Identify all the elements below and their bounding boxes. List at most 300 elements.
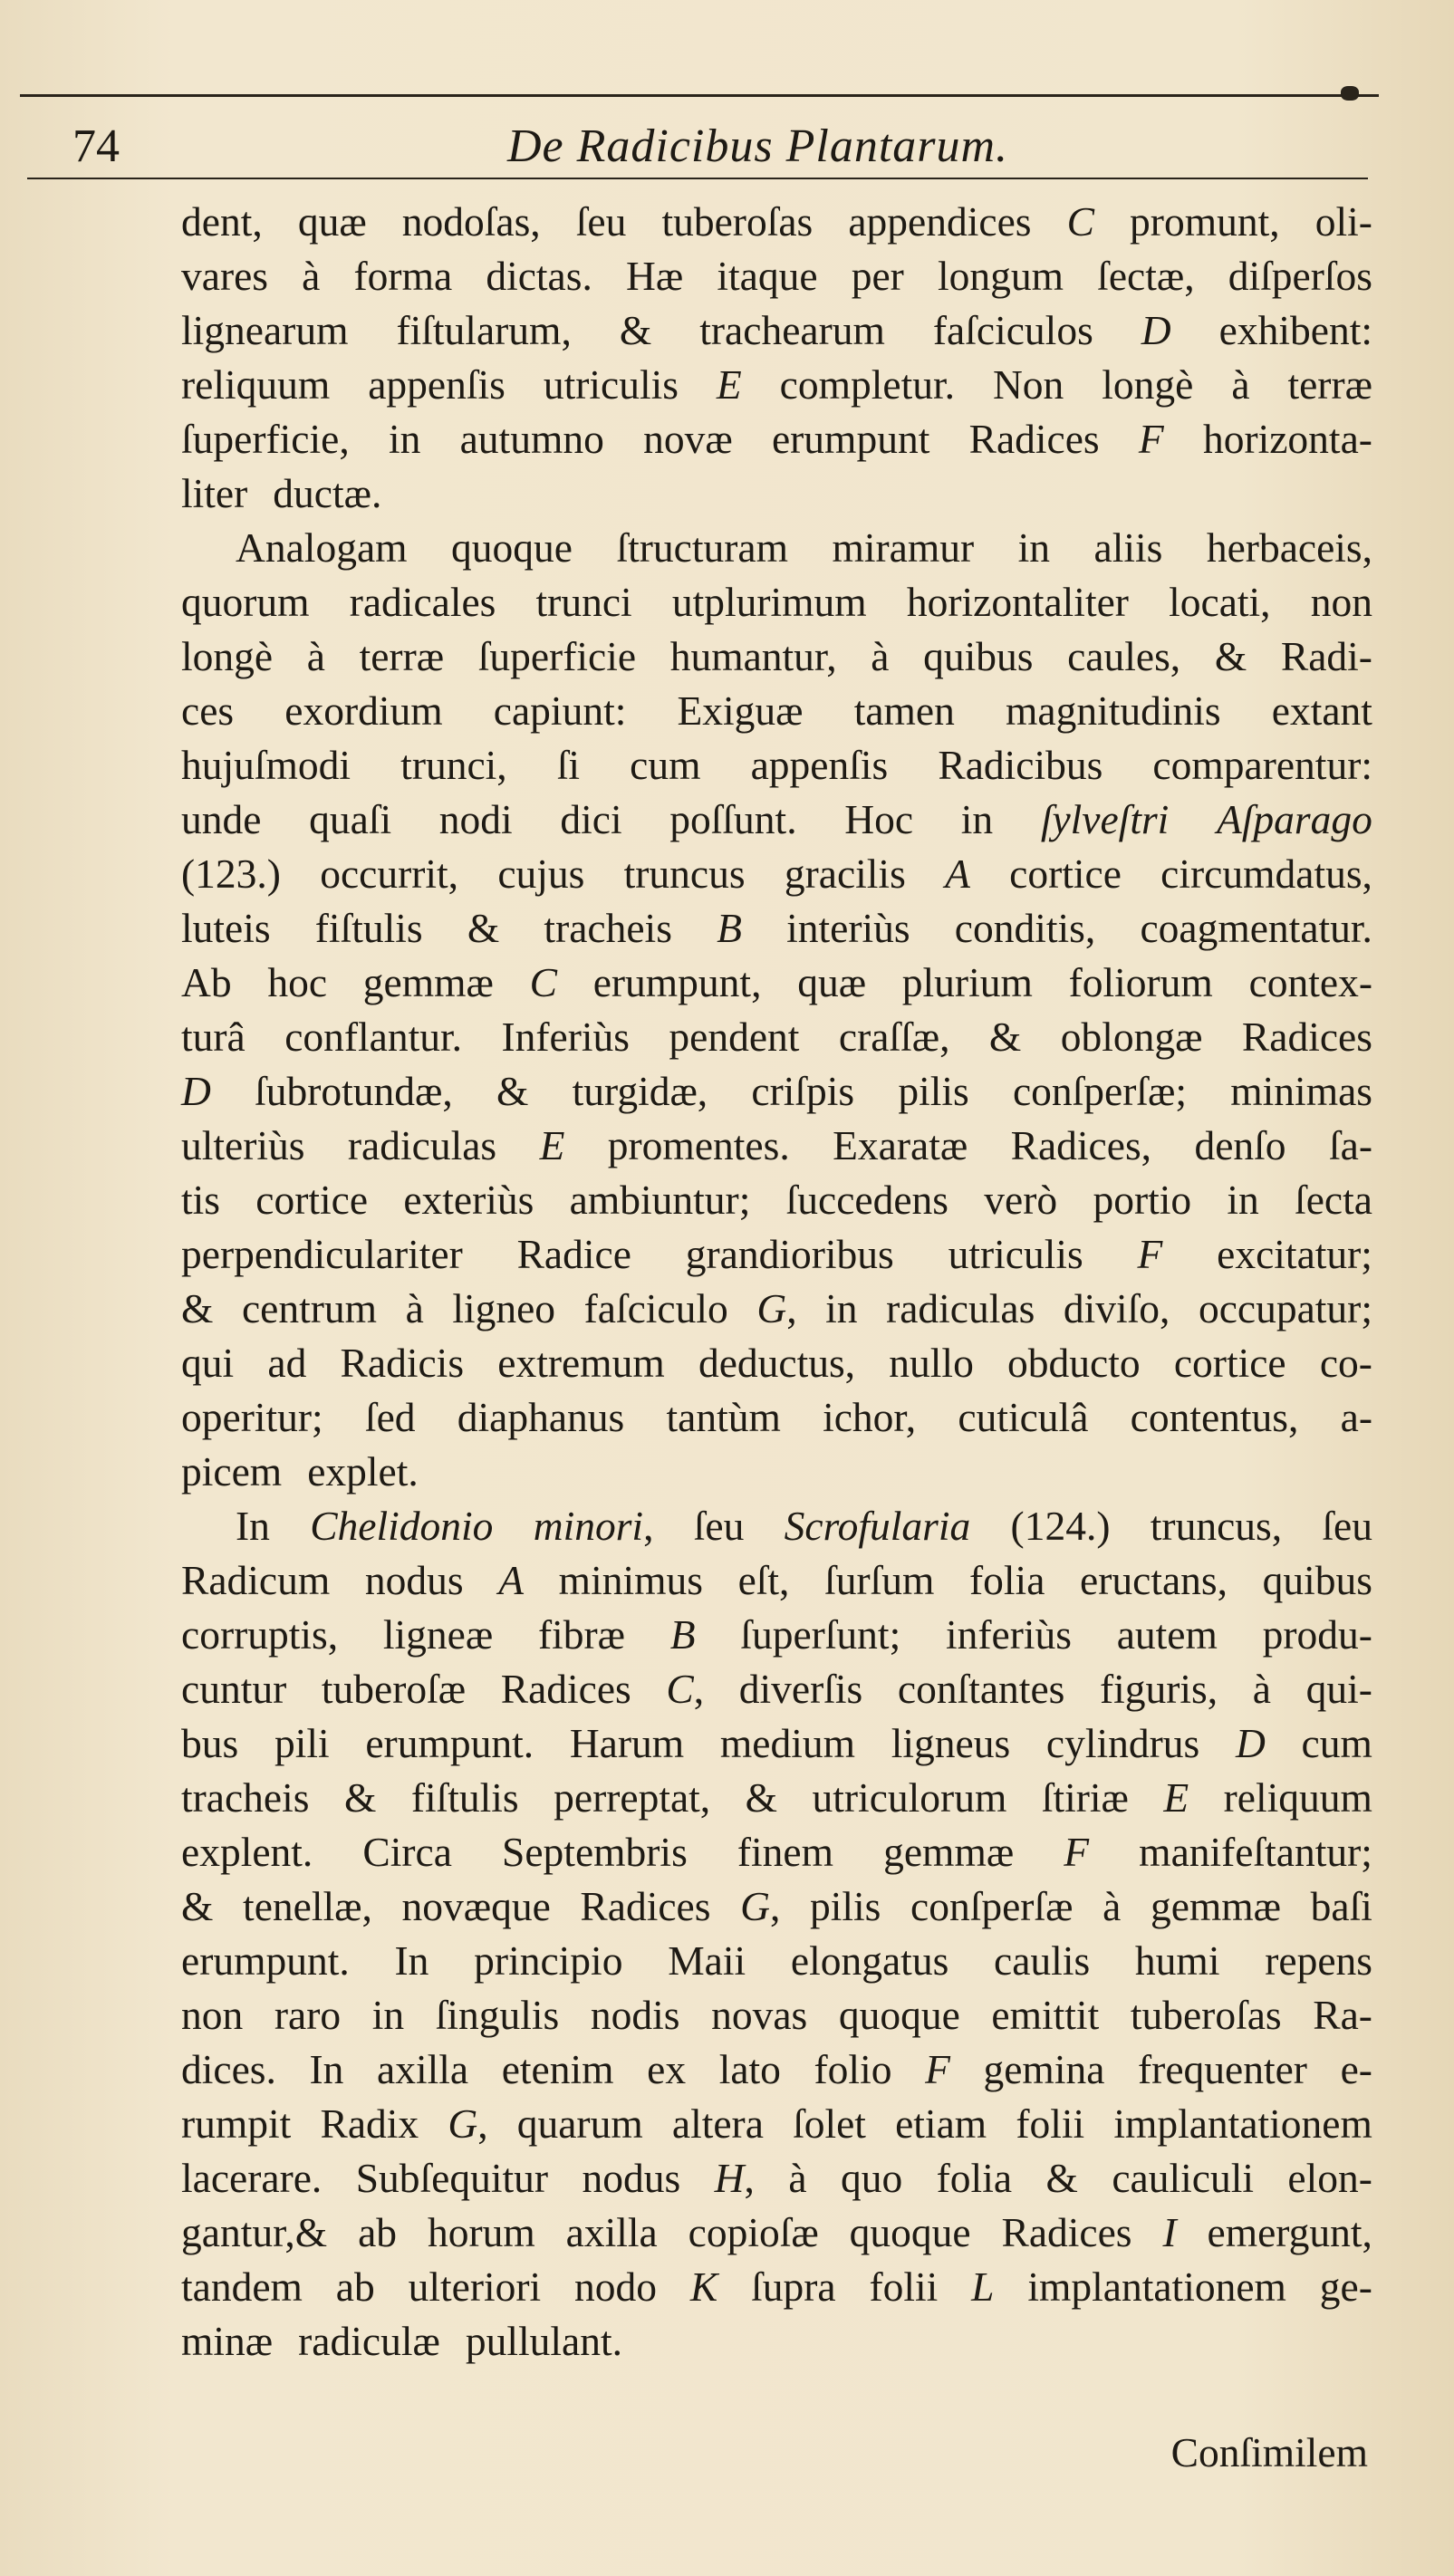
text-line [181, 1390, 1372, 1445]
word: exhibent: [1218, 307, 1372, 353]
text-line [181, 1879, 1372, 1934]
word: & [745, 1774, 778, 1821]
text-line [181, 1173, 1372, 1227]
text-line [181, 1988, 1372, 2043]
catchword: Conſimilem [1170, 2429, 1368, 2475]
word: inferiùs [945, 1611, 1072, 1658]
word: truncus, [1150, 1503, 1283, 1549]
word: hujuſmodi [181, 742, 351, 788]
word: quæ [797, 959, 867, 1005]
word: elongatus [790, 1937, 949, 1984]
word: contentus, [1130, 1394, 1299, 1440]
word: D [181, 1068, 211, 1114]
word: tuberoſas [661, 198, 814, 245]
word: nodoſas, [401, 198, 541, 245]
word: perreptat, [554, 1774, 711, 1821]
text-line [181, 1825, 1372, 1879]
word: cauliculi [1112, 2155, 1254, 2201]
word: & [1045, 2155, 1078, 2201]
text-line [181, 412, 1372, 466]
body-text [181, 195, 1372, 2369]
text-line [181, 466, 1372, 521]
word: co- [1319, 1340, 1372, 1386]
word: ſupra [751, 2264, 836, 2310]
word: excitatur; [1217, 1231, 1372, 1277]
word: ſi [556, 742, 581, 788]
word: forma [353, 253, 453, 299]
word: C, [666, 1666, 705, 1712]
word: ſubrotundæ, [255, 1068, 453, 1114]
word: dices. [181, 2046, 276, 2092]
word: ductæ. [273, 470, 382, 516]
word: implantationem [1113, 2100, 1372, 2147]
word: luteis [181, 905, 271, 951]
word: non [181, 1992, 244, 2038]
word: erumpunt. [181, 1937, 350, 1984]
word: in [960, 796, 994, 842]
word: à [405, 1285, 424, 1331]
word: in [1227, 1177, 1259, 1223]
word: In [394, 1937, 429, 1984]
word: B [669, 1611, 696, 1658]
word: principio [474, 1937, 623, 1984]
word: coagmentatur. [1140, 905, 1372, 951]
word: circumdatus, [1160, 851, 1372, 897]
word: humantur, [669, 633, 837, 679]
word: axilla [565, 2209, 658, 2255]
word: erumpunt [771, 416, 930, 462]
word: ge- [1319, 2264, 1372, 2310]
word: figuris, [1099, 1666, 1218, 1712]
word: e- [1340, 2046, 1372, 2092]
word: in [1017, 524, 1051, 571]
word: repens [1265, 1937, 1372, 1984]
word: diſperſos [1228, 253, 1372, 299]
word: dent, [181, 198, 263, 245]
word: tuberoſas [1130, 1992, 1282, 2038]
word: cum [630, 742, 701, 788]
word: G, [448, 2100, 488, 2147]
word: herbaceis, [1206, 524, 1372, 571]
text-line [181, 1445, 1372, 1499]
word: E [716, 361, 742, 408]
word: elon- [1287, 2155, 1372, 2201]
word: explent. [181, 1829, 313, 1875]
text-line [181, 1282, 1372, 1336]
word: hoc [267, 959, 328, 1005]
word: medium [719, 1720, 856, 1766]
word: pili [274, 1720, 330, 1766]
word: ab [358, 2209, 398, 2255]
word: K [689, 2264, 718, 2310]
word: fiſtulis [314, 905, 423, 951]
word: conſperſæ [910, 1883, 1074, 1929]
word: minimus [558, 1557, 703, 1603]
word: & [1214, 633, 1247, 679]
word: & [343, 1774, 377, 1821]
word: exordium [284, 687, 443, 734]
word: trunci [535, 579, 632, 625]
word: D [1235, 1720, 1266, 1766]
word: unde [181, 796, 262, 842]
word: quoque [838, 1992, 960, 2038]
word: ichor, [823, 1394, 917, 1440]
text-line [181, 2043, 1372, 2097]
word: centrum [241, 1285, 378, 1331]
word: faſciculos [932, 307, 1093, 353]
word: trachearum [699, 307, 885, 353]
word: lato [718, 2046, 781, 2092]
word: diviſo, [1063, 1285, 1170, 1331]
text-line [181, 738, 1372, 793]
word: quarum [516, 2100, 643, 2147]
word: quæ [297, 198, 367, 245]
text-line [181, 1608, 1372, 1662]
word: foliorum [1068, 959, 1213, 1005]
word: folia [936, 2155, 1013, 2201]
text-line [181, 575, 1372, 630]
word: non [1310, 579, 1372, 625]
word: conflantur. [284, 1014, 463, 1060]
text-line [181, 2097, 1372, 2151]
word: capiunt: [493, 687, 627, 734]
word: in [371, 1992, 405, 2038]
word: produ- [1262, 1611, 1372, 1658]
word: qui- [1305, 1666, 1372, 1712]
word: craſſæ, [838, 1014, 950, 1060]
word: Maii [668, 1937, 746, 1984]
word: ſtiriæ [1041, 1774, 1129, 1821]
word: & [467, 905, 500, 951]
word: Exaratæ [833, 1122, 968, 1168]
word: perpendiculariter [181, 1231, 463, 1277]
word: humi [1134, 1937, 1220, 1984]
word: A [498, 1557, 525, 1603]
text-line [181, 1553, 1372, 1608]
word: ulteriori [408, 2264, 542, 2310]
word: Radicibus [938, 742, 1103, 788]
word: aliis [1093, 524, 1163, 571]
text-line [181, 1064, 1372, 1119]
word: explet. [307, 1448, 419, 1495]
word: erumpunt, [592, 959, 762, 1005]
word: quibus [1262, 1557, 1372, 1603]
word: longè [181, 633, 274, 679]
word: a- [1340, 1394, 1372, 1440]
word: I [1162, 2209, 1177, 2255]
word: verò [984, 1177, 1058, 1223]
word: L [971, 2264, 995, 2310]
text-line [181, 521, 1372, 575]
word: cortice [1173, 1340, 1286, 1386]
word: ſed [364, 1394, 416, 1440]
word: D [1141, 307, 1171, 353]
word: gemmæ [1150, 1883, 1282, 1929]
text-line [181, 2151, 1372, 2206]
word: denſo [1194, 1122, 1286, 1168]
text-line [181, 2260, 1372, 2314]
word: picem [181, 1448, 283, 1495]
word: radiculæ [298, 2318, 440, 2364]
word: ſeu [1322, 1503, 1372, 1549]
text-line [181, 956, 1372, 1010]
word: bus [181, 1720, 239, 1766]
word: C [1066, 198, 1094, 245]
word: F [1138, 416, 1164, 462]
word: Radices [500, 1666, 631, 1712]
word: horizontaliter [906, 579, 1129, 625]
word: tuberoſæ [321, 1666, 467, 1712]
word: gemmæ [883, 1829, 1015, 1875]
word: à [1252, 1666, 1271, 1712]
word: F [1064, 1829, 1090, 1875]
text-line [181, 1119, 1372, 1173]
word: ligneo [452, 1285, 556, 1331]
word: occurrit, [320, 851, 459, 897]
word: pilis [898, 1068, 969, 1114]
word: nodo [574, 2264, 658, 2310]
word: ad [267, 1340, 307, 1386]
word: interiùs [786, 905, 910, 951]
word: contex- [1248, 959, 1372, 1005]
word: nodus [582, 2155, 681, 2201]
word: fibræ [537, 1611, 625, 1658]
word: quorum [181, 579, 310, 625]
word: ex [647, 2046, 687, 2092]
word: Septembris [502, 1829, 688, 1875]
word: turâ [181, 1014, 246, 1060]
word: minimas [1230, 1068, 1372, 1114]
word: ſtructuram [616, 524, 788, 571]
word: quoque [849, 2209, 971, 2255]
word: folii [1016, 2100, 1085, 2147]
word: G, [740, 1883, 781, 1929]
word: comparentur: [1152, 742, 1372, 788]
word: promentes. [607, 1122, 790, 1168]
word: Radicum [181, 1557, 331, 1603]
word: Ra- [1313, 1992, 1372, 2038]
word: utriculis [543, 361, 679, 408]
word: Analogam [236, 524, 408, 571]
text-line [181, 1771, 1372, 1825]
running-head [0, 101, 1454, 178]
word: ſingulis [435, 1992, 560, 2038]
word: A [945, 851, 970, 897]
word: pendent [669, 1014, 800, 1060]
word: horizonta- [1202, 416, 1372, 462]
word: & [988, 1014, 1022, 1060]
word: faſciculo [583, 1285, 728, 1331]
word: cuntur [181, 1666, 287, 1712]
word: truncus [623, 851, 746, 897]
word: plurium [901, 959, 1033, 1005]
word: Harum [569, 1720, 685, 1766]
word: nodi [438, 796, 513, 842]
word: turgidæ, [572, 1068, 708, 1114]
word: ulteriùs [181, 1122, 305, 1168]
word: quibus [923, 633, 1034, 679]
word: quaſi [309, 796, 392, 842]
word: & [619, 307, 652, 353]
word: novæque [401, 1883, 551, 1929]
text-line [181, 1499, 1372, 1553]
word: pilis [809, 1883, 881, 1929]
word: ſolet [793, 2100, 866, 2147]
word: conſtantes [897, 1666, 1065, 1712]
word: cortice [1009, 851, 1122, 897]
word: frequenter [1138, 2046, 1307, 2092]
word: (123.) [181, 851, 281, 897]
word: vares [181, 253, 268, 299]
word: gracilis [784, 851, 906, 897]
header-top-rule [20, 94, 1379, 97]
word: cuticulâ [958, 1394, 1089, 1440]
word: quo [840, 2155, 903, 2201]
word: ſylveſtri [1040, 796, 1170, 842]
word: operitur; [181, 1394, 323, 1440]
word: Radices [1241, 1014, 1372, 1060]
word: longum [937, 253, 1064, 299]
running-title: De Radicibus Plantarum. [507, 120, 1009, 172]
text-line [181, 2206, 1372, 2260]
word: & [496, 1068, 529, 1114]
word: radiculas [886, 1285, 1035, 1331]
word: quoque [451, 524, 573, 571]
word: ſurſum [824, 1557, 935, 1603]
word: qui [181, 1340, 235, 1386]
word: & [181, 1883, 214, 1929]
word: Inferiùs [501, 1014, 630, 1060]
word: radiculas [347, 1122, 497, 1168]
word: locati, [1169, 579, 1271, 625]
word: reliquum [1223, 1774, 1372, 1821]
word: Hoc [844, 796, 914, 842]
word: folia [969, 1557, 1045, 1603]
text-line [181, 1336, 1372, 1390]
word: Radices [1001, 2209, 1132, 2255]
word: ces [181, 687, 235, 734]
word: à [871, 633, 890, 679]
word: erumpunt. [365, 1720, 534, 1766]
word: appenſis [368, 361, 506, 408]
text-line [181, 793, 1372, 847]
word: Radix [320, 2100, 419, 2147]
word: E [539, 1122, 565, 1168]
word: criſpis [751, 1068, 855, 1114]
word: ſecta [1295, 1177, 1372, 1223]
word: eſt, [737, 1557, 790, 1603]
word: cum [1301, 1720, 1372, 1766]
word: à [788, 2155, 807, 2201]
word: tracheis [544, 905, 672, 951]
word: Radicis [340, 1340, 465, 1386]
word: emittit [991, 1992, 1100, 2038]
word: promunt, [1130, 198, 1280, 245]
word: eructans, [1080, 1557, 1228, 1603]
ink-blot [1341, 86, 1359, 101]
word: caulis [994, 1937, 1091, 1984]
word: baſi [1310, 1883, 1372, 1929]
word: à [302, 253, 321, 299]
word: in [825, 1285, 858, 1331]
word: ſectæ, [1097, 253, 1195, 299]
word: G, [756, 1285, 797, 1331]
word: nullo [889, 1340, 974, 1386]
word: dici [560, 796, 622, 842]
word: tenellæ, [243, 1883, 372, 1929]
text-line [181, 249, 1372, 303]
word: folii [869, 2264, 939, 2310]
text-line [181, 1934, 1372, 1988]
word: conditis, [954, 905, 1096, 951]
word: utriculis [948, 1231, 1083, 1277]
word: miramur [832, 524, 975, 571]
word: à [1231, 361, 1250, 408]
word: minori, [533, 1503, 654, 1549]
word: terræ [1287, 361, 1372, 408]
word: novæ [643, 416, 733, 462]
word: oblongæ [1060, 1014, 1203, 1060]
word: cylindrus [1045, 1720, 1200, 1766]
word: In [236, 1503, 270, 1549]
word: à [306, 633, 325, 679]
word: fiſtularum, [396, 307, 572, 353]
word: caules, [1067, 633, 1181, 679]
word: cujus [497, 851, 585, 897]
text-line [181, 684, 1372, 738]
text-line [181, 901, 1372, 956]
word: rumpit [181, 2100, 292, 2147]
word: utriculorum [812, 1774, 1007, 1821]
word: fiſtulis [410, 1774, 519, 1821]
text-line [181, 2314, 1372, 2369]
page-number: 74 [72, 120, 120, 172]
word: à [1103, 1883, 1122, 1929]
word: ambiuntur; [569, 1177, 751, 1223]
word: horum [427, 2209, 535, 2255]
word: appendices [848, 198, 1032, 245]
word: gantur,& [181, 2209, 328, 2255]
word: tandem [181, 2264, 303, 2310]
text-line [181, 303, 1372, 358]
word: nodus [364, 1557, 464, 1603]
word: F [925, 2046, 950, 2092]
word: In [309, 2046, 344, 2092]
word: ſeu [575, 198, 627, 245]
word: F [1137, 1231, 1163, 1277]
word: pullulant. [465, 2318, 622, 2364]
word: radicales [349, 579, 496, 625]
word: ſeu [693, 1503, 745, 1549]
word: finem [737, 1829, 834, 1875]
word: Exiguæ [677, 687, 804, 734]
word: tis [181, 1177, 220, 1223]
header-bottom-rule [27, 178, 1368, 179]
word: dictas. [486, 253, 592, 299]
word: B [717, 905, 742, 951]
word: obducto [1007, 1340, 1141, 1386]
word: longè [1102, 361, 1194, 408]
word: utplurimum [671, 579, 867, 625]
word: completur. [779, 361, 955, 408]
text-line [181, 1010, 1372, 1064]
word: cortice [255, 1177, 369, 1223]
word: poſſunt. [669, 796, 797, 842]
word: & [181, 1285, 214, 1331]
word: axilla [377, 2046, 469, 2092]
word: Ab [181, 959, 232, 1005]
word: autumno [459, 416, 604, 462]
